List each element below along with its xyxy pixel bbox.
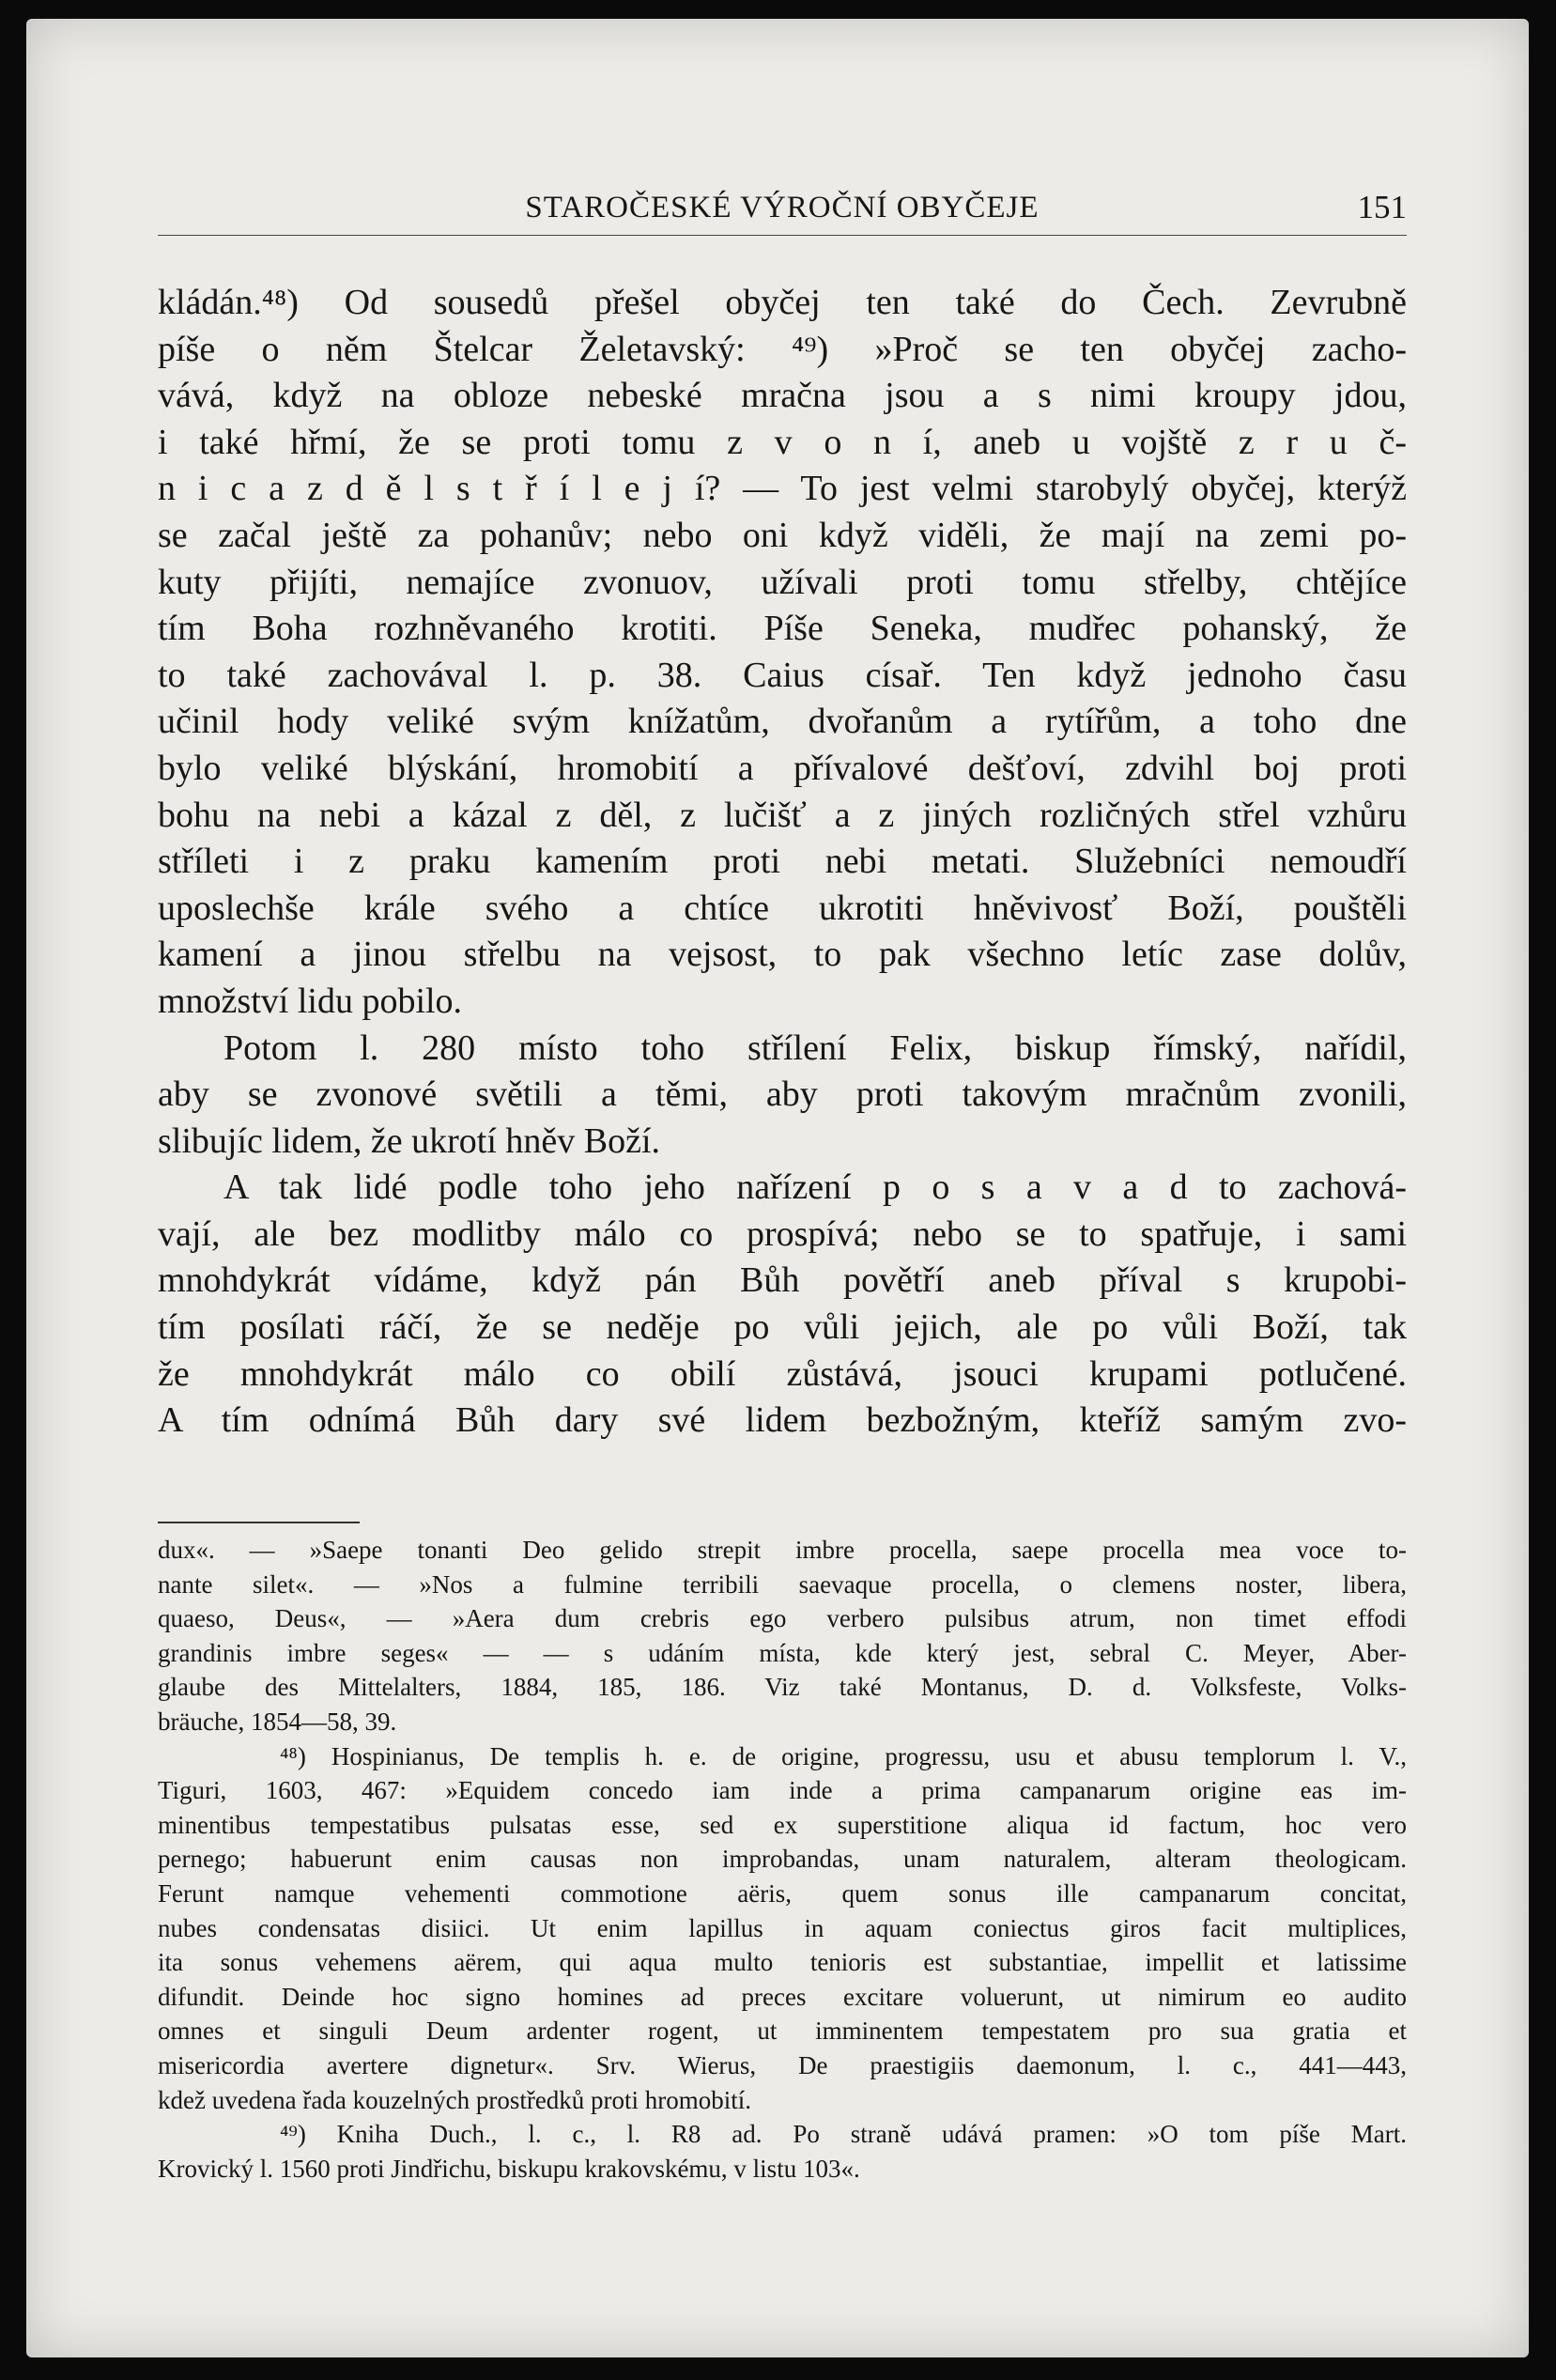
body-text (158, 280, 1407, 1445)
text-line: Potom l. 280 místo toho střílení Felix, biskup římský, nařídil, (223, 1028, 1407, 1068)
footnote-line: Tiguri, 1603, 467: »Equidem concedo iam inde a prima campanarum origine eas im- (158, 1776, 1407, 1805)
running-head (158, 174, 1407, 223)
text-line: množství lidu pobilo. (158, 981, 463, 1021)
text-line: bohu na nebi a kázal z děl, z lučišť a z jiných rozličných střel vzhůru (158, 795, 1407, 835)
footnote-line: quaeso, Deus«, — »Aera dum crebris ego verbero pulsibus atrum, non timet effodi (158, 1604, 1407, 1633)
text-line: stříleti i z praku kamením proti nebi metati. Služebníci nemoudří (158, 842, 1407, 882)
footnote-rule (158, 1522, 360, 1523)
page-number: 151 (1357, 189, 1407, 225)
header-rule (158, 235, 1407, 236)
footnote-line: kdež uvedena řada kouzelných prostředků proti hromobití. (158, 2085, 752, 2114)
text-line: kládán.⁴⁸) Od sousedů přešel obyčej ten také do Čech. Zevrubně (158, 283, 1407, 322)
text-line: aby se zvonové světili a těmi, aby proti takovým mračnům zvonili, (158, 1074, 1407, 1115)
text-line: vají, ale bez modlitby málo co prospívá; nebo se to spatřuje, i sami (158, 1213, 1407, 1254)
text-line: že mnohdykrát málo co obilí zůstává, jsouci krupami potlučené. (158, 1353, 1407, 1394)
text-line: A tak lidé podle toho jeho nařízení p o s a v a d to zachová- (223, 1167, 1407, 1208)
text-line: kamení a jinou střelbu na vejsost, to pak všechno letíc zase dolův, (158, 935, 1407, 975)
footnote-line: minentibus tempestatibus pulsatas esse, sed ex superstitione aliqua id factum, hoc vero (158, 1810, 1407, 1839)
footnote-line: dux«. — »Saepe tonanti Deo gelido strepit imbre procella, saepe procella mea voce to- (158, 1536, 1407, 1564)
footnote-line: grandinis imbre seges« — — s udáním místa, kde který jest, sebral C. Meyer, Aber- (158, 1638, 1407, 1667)
footnote-line: omnes et singuli Deum ardenter rogent, ut imminentem tempestatem pro sua gratia et (158, 2017, 1407, 2046)
book-page (26, 19, 1529, 2357)
footnote-line: pernego; habuerunt enim causas non improbandas, unam naturalem, alteram theologicam. (158, 1845, 1407, 1874)
footnote-line: Krovický l. 1560 proti Jindřichu, biskupu krakovskému, v listu 103«. (158, 2154, 860, 2183)
footnotes (158, 1533, 1407, 2186)
text-line: učinil hody veliké svým knížatům, dvořanům a rytířům, a toho dne (158, 702, 1407, 742)
footnote-line: bräuche, 1854—58, 39. (158, 1707, 397, 1736)
footnote-line: misericordia avertere dignetur«. Srv. Wierus, De praestigiis daemonum, l. c., 441—443, (158, 2050, 1407, 2079)
text-line: A tím odnímá Bůh dary své lidem bezbožným, kteříž samým zvo- (158, 1400, 1407, 1441)
text-line: bylo veliké blýskání, hromobití a přívalové dešťoví, zdvihl boj proti (158, 748, 1407, 788)
text-line: mnohdykrát vídáme, když pán Bůh povětří aneb příval s krupobi- (158, 1260, 1407, 1301)
running-title: STAROČESKÉ VÝROČNÍ OBYČEJE (525, 191, 1040, 224)
text-line: tím posílati ráčí, že se neděje po vůli jejich, ale po vůli Boží, tak (158, 1307, 1407, 1348)
text-line: slibujíc lidem, že ukrotí hněv Boží. (158, 1120, 661, 1161)
text-line: uposlechše krále svého a chtíce ukrotiti hněvivosť Boží, pouštěli (158, 888, 1407, 928)
footnote-line: ⁴⁹) Kniha Duch., l. c., l. R8 ad. Po straně udává pramen: »O tom píše Mart. (280, 2120, 1407, 2149)
text-line: tím Boha rozhněvaného krotiti. Píše Seneka, mudřec pohanský, že (158, 609, 1407, 649)
footnote-line: ⁴⁸) Hospinianus, De templis h. e. de origine, progressu, usu et abusu templorum l. V., (280, 1741, 1407, 1770)
footnote-line: nubes condensatas disiici. Ut enim lapillus in aquam coniectus giros facit multiplices, (158, 1913, 1407, 1942)
text-line: kuty přijíti, nemajíce zvonuov, užívali proti tomu střelby, chtějíce (158, 562, 1407, 602)
text-line: n i c a z d ě l s t ř í l e j í? — To jest velmi starobylý obyčej, kterýž (158, 469, 1407, 509)
footnote-line: difundit. Deinde hoc signo homines ad preces excitare voluerunt, ut nimirum eo audito (158, 1982, 1407, 2011)
text-line: to také zachovával l. p. 38. Caius císař. Ten když jednoho času (158, 655, 1407, 695)
footnote-line: ita sonus vehemens aërem, qui aqua multo tenioris est substantiae, impellit et latissime (158, 1948, 1407, 1977)
footnote-line: Ferunt namque vehementi commotione aëris, quem sonus ille campanarum concitat, (158, 1878, 1407, 1908)
text-line: píše o něm Štelcar Želetavský: ⁴⁹) »Proč se ten obyčej zacho- (158, 329, 1407, 369)
footnote-line: nante silet«. — »Nos a fulmine terribili saevaque procella, o clemens noster, libera, (158, 1569, 1407, 1599)
text-line: i také hřmí, že se proti tomu z v o n í, aneb u vojště z r u č- (158, 422, 1407, 462)
footnote-line: glaube des Mittelalters, 1884, 185, 186. Viz také Montanus, D. d. Volksfeste, Volks- (158, 1673, 1407, 1702)
text-line: vává, když na obloze nebeské mračna jsou a s nimi kroupy jdou, (158, 376, 1407, 416)
text-line: se začal ještě za pohanův; nebo oni když viděli, že mají na zemi po- (158, 515, 1407, 555)
